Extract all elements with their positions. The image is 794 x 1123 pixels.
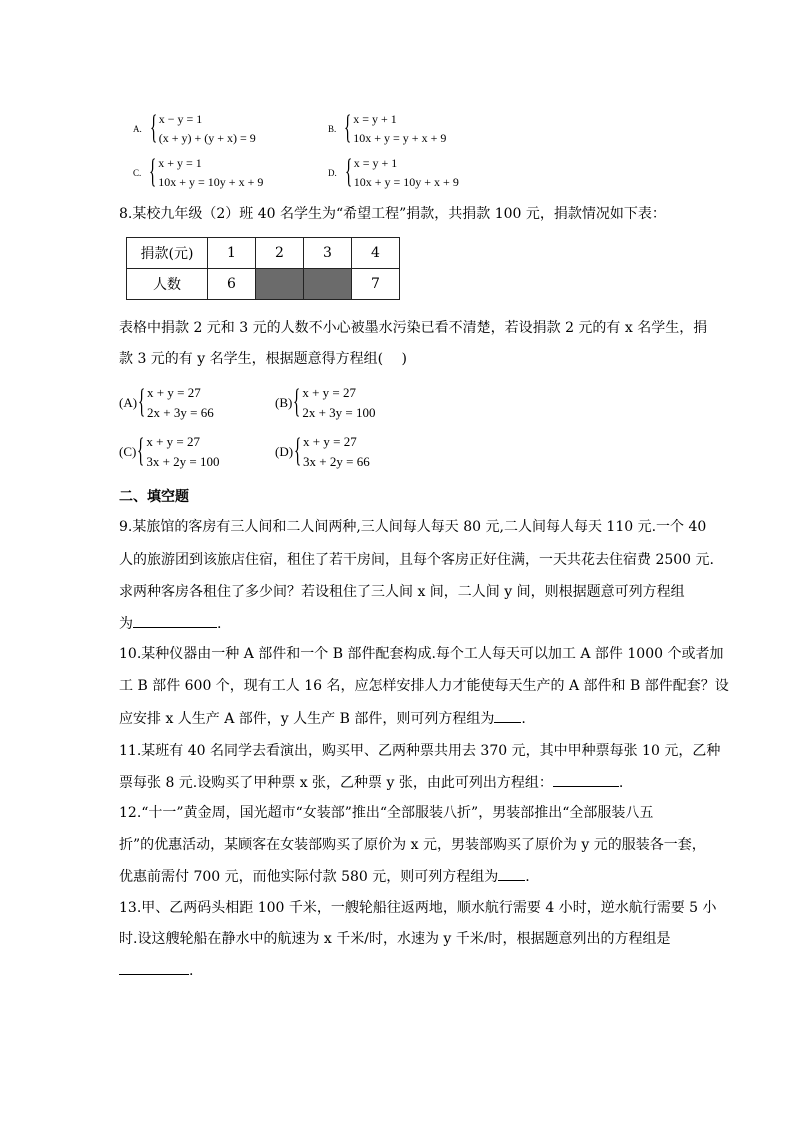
brace-icon: { — [149, 152, 157, 190]
q13-line: 时.设这艘轮船在静水中的航速为 x 千米/时，水速为 y 千米/时，根据题意列出的方程组是 — [119, 931, 671, 947]
q7-option-c — [133, 154, 263, 192]
equation: x + y = 27 — [303, 434, 357, 449]
table-cell: 人数 — [127, 269, 208, 300]
q8-option-d — [275, 432, 370, 472]
ink-stain-cell — [256, 269, 304, 300]
brace-icon: { — [344, 152, 353, 190]
brace-icon: { — [149, 108, 158, 146]
equation: x + y = 27 — [302, 385, 357, 400]
q7-option-d — [328, 154, 459, 192]
prefix: 优惠前需付 700 元，而他实际付款 580 元，则可列方程组为 — [119, 869, 499, 885]
option-label: (D) — [275, 444, 294, 459]
equation: 10x + y = 10y + x + 9 — [158, 175, 264, 189]
q7-option-a — [133, 110, 256, 148]
equation: x + y = 1 — [158, 156, 202, 170]
answer-blank[interactable] — [494, 708, 521, 723]
option-label: D. — [328, 168, 337, 178]
option-label: (A) — [119, 395, 138, 410]
prefix: 票每张 8 元.设购买了甲种票 x 张，乙种票 y 张，由此可列出方程组： — [119, 775, 553, 791]
q13-line: 13.甲、乙两码头相距 100 千米，一艘轮船往返两地，顺水航行需要 4 小时，逆水航行需要 5 小 — [119, 900, 717, 916]
q8-option-c — [119, 432, 220, 472]
section-title: 二、填空题 — [119, 489, 189, 505]
answer-blank[interactable] — [553, 772, 619, 787]
q8-option-a — [119, 383, 214, 423]
q7-option-b — [328, 110, 446, 148]
table-cell: 2 — [256, 238, 304, 269]
prefix: 应安排 x 人生产 A 部件，y 人生产 B 部件，则可列方程组为 — [119, 711, 495, 727]
answer-blank[interactable] — [498, 866, 525, 881]
table-cell: 7 — [352, 269, 400, 300]
period: . — [189, 963, 194, 979]
option-label: (B) — [275, 395, 293, 410]
equation: 3x + 2y = 100 — [146, 454, 220, 469]
table-cell: 4 — [352, 238, 400, 269]
brace-icon: { — [344, 108, 352, 146]
q8-stem: 8.某校九年级（2）班 40 名学生为“希望工程”捐款，共捐款 100 元，捐款情况如下表： — [119, 206, 666, 222]
table-row — [127, 269, 400, 300]
table-cell: 6 — [208, 269, 256, 300]
q10-line: 工 B 部件 600 个，现有工人 16 名，应怎样安排人力才能使每天生产的 A 部件和 B 部件配套？设 — [119, 678, 729, 694]
brace-icon: { — [293, 382, 301, 420]
brace-icon: { — [137, 431, 145, 469]
brace-icon: { — [294, 431, 302, 469]
equation: 2x + 3y = 66 — [147, 405, 214, 420]
q10-line: 10.某种仪器由一种 A 部件和一个 B 部件配套构成.每个工人每天可以加工 A 部件 1000 个或者加 — [119, 646, 724, 662]
q11-answer-line — [119, 772, 623, 793]
q8-option-b — [275, 383, 376, 423]
q13-answer-line — [119, 960, 193, 981]
period: . — [521, 711, 526, 727]
q9-line: 求两种客房各租住了多少间？若设租住了三人间 x 间，二人间 y 间，则根据题意可列方程组 — [119, 584, 685, 600]
option-label: (C) — [119, 444, 137, 459]
q9-line: 人的旅游团到该旅店住宿，租住了若干房间，且每个客房正好住满，一天共花去住宿费 2500 元. — [119, 552, 714, 568]
prefix: 为 — [119, 616, 133, 632]
equation: x − y = 1 — [158, 112, 203, 126]
table-row — [127, 238, 400, 269]
donation-table — [126, 237, 400, 300]
period: . — [618, 775, 624, 791]
q9-answer-line — [119, 613, 221, 634]
q12-line: 折”的优惠活动，某顾客在女装部购买了原价为 x 元，男装部购买了原价为 y 元的服装各一套， — [119, 837, 706, 853]
answer-blank[interactable] — [133, 613, 217, 628]
ink-stain-cell — [304, 269, 352, 300]
equation: x + y = 27 — [146, 434, 201, 449]
q11-line: 11.某班有 40 名同学去看演出，购买甲、乙两种票共用去 370 元，其中甲种票每张 10 元，乙种 — [119, 743, 721, 759]
table-cell: 1 — [208, 238, 256, 269]
q8-text-line: 表格中捐款 2 元和 3 元的人数不小心被墨水污染已看不清楚，若设捐款 2 元的有 x 名学生，捐 — [119, 320, 708, 336]
equation: x + y = 27 — [147, 385, 201, 400]
option-label: C. — [133, 168, 142, 178]
option-label: B. — [328, 124, 337, 134]
q9-line: 9.某旅馆的客房有三人间和二人间两种,三人间每人每天 80 元,二人间每人每天 110 元.一个 40 — [119, 519, 707, 535]
option-label: A. — [133, 124, 142, 134]
brace-icon: { — [138, 382, 146, 420]
equation: 10x + y = y + x + 9 — [353, 131, 447, 145]
table-cell: 3 — [304, 238, 352, 269]
q8-text-line: 款 3 元的有 y 名学生，根据题意得方程组( ) — [119, 351, 407, 367]
equation: x = y + 1 — [353, 156, 398, 170]
period: . — [217, 616, 222, 632]
equation: x = y + 1 — [353, 112, 397, 126]
equation: 10x + y = 10y + x + 9 — [353, 175, 459, 189]
equation: 3x + 2y = 66 — [303, 454, 370, 469]
table-cell: 捐款(元) — [127, 238, 208, 269]
equation: (x + y) + (y + x) = 9 — [158, 131, 256, 145]
answer-blank[interactable] — [119, 960, 189, 975]
q10-answer-line — [119, 708, 526, 729]
equation: 2x + 3y = 100 — [302, 405, 376, 420]
period: . — [525, 869, 530, 885]
q12-line: 12.“十一”黄金周，国光超市“女装部”推出“全部服装八折”，男装部推出“全部服装八五 — [119, 805, 654, 821]
q12-answer-line — [119, 866, 530, 887]
